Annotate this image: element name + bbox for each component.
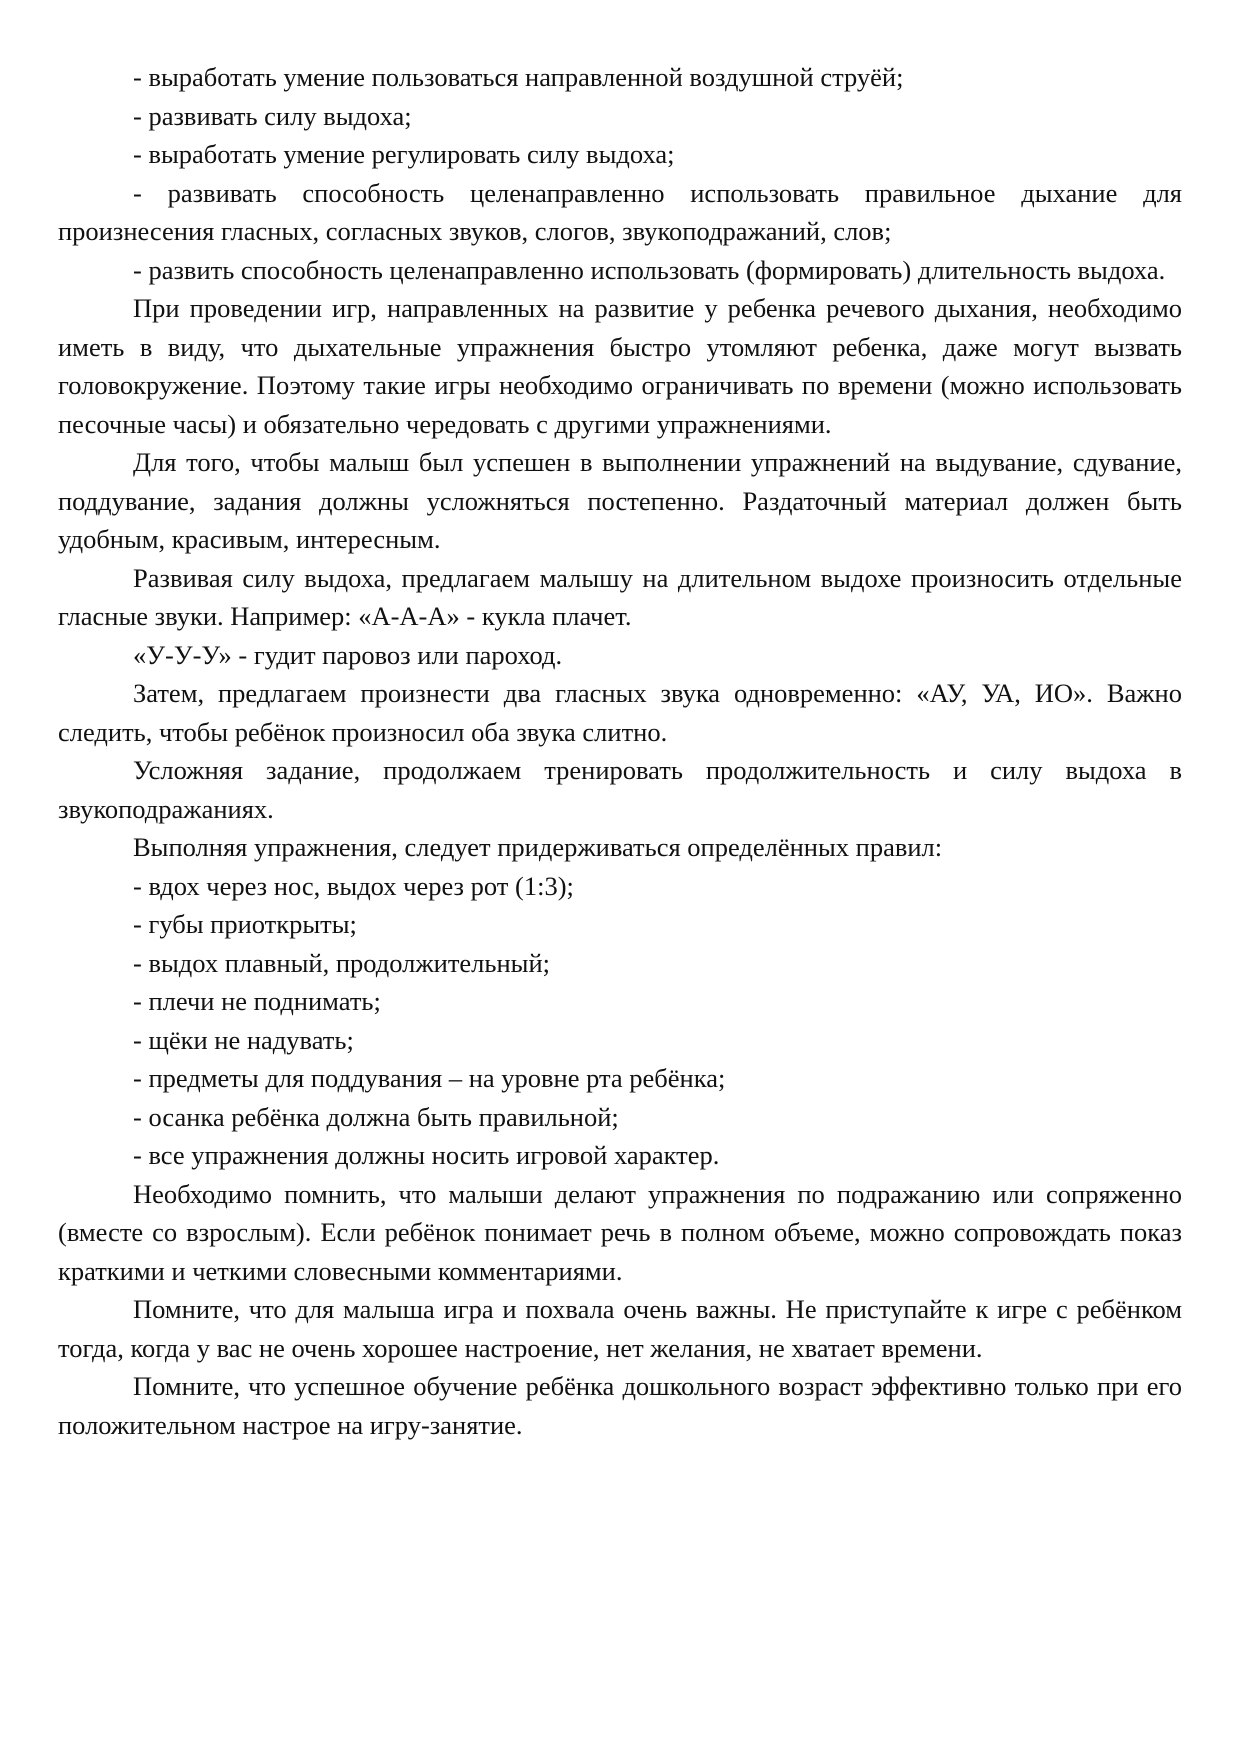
document-page xyxy=(58,58,1182,1444)
paragraph: - все упражнения должны носить игровой характер. xyxy=(133,1140,720,1170)
paragraph: - вдох через нос, выдох через рот (1:3); xyxy=(133,870,574,901)
paragraph: Для того, чтобы малыш был успешен в выполнении упражнений на выдувание, сдувание, поддувание, задания должны усложняться постепенно. Раздаточный материал должен быть удобным, красивым, интересным. xyxy=(58,447,1182,554)
paragraph: Помните, что успешное обучение ребёнка дошкольного возраст эффективно только при его положительном настрое на игру-занятие. xyxy=(58,1371,1182,1440)
paragraph: - губы приоткрыты; xyxy=(133,909,357,939)
paragraph: - развить способность целенаправленно использовать (формировать) длительность выдоха. xyxy=(133,254,1166,285)
paragraph: Усложняя задание, продолжаем тренировать продолжительность и силу выдоха в звукоподражаниях. xyxy=(58,755,1182,824)
paragraph: - выработать умение регулировать силу выдоха; xyxy=(133,139,675,169)
paragraph: - щёки не надувать; xyxy=(133,1024,354,1055)
paragraph: - осанка ребёнка должна быть правильной; xyxy=(133,1101,619,1132)
paragraph: - развивать способность целенаправленно использовать правильное дыхание для произнесения гласных, согласных звуков, слогов, звукоподражаний, слов; xyxy=(58,177,1182,246)
paragraph: - плечи не поднимать; xyxy=(133,986,381,1016)
paragraph: - выдох плавный, продолжительный; xyxy=(133,947,551,978)
paragraph: «У-У-У» - гудит паровоз или пароход. xyxy=(133,639,563,670)
paragraph: Помните, что для малыша игра и похвала очень важны. Не приступайте к игре с ребёнком тогда, когда у вас не очень хорошее настроение, нет желания, не хватает времени. xyxy=(58,1294,1182,1363)
paragraph: - развивать силу выдоха; xyxy=(133,100,412,131)
paragraph: Необходимо помнить, что малыши делают упражнения по подражанию или сопряженно (вместе со взрослым). Если ребёнок понимает речь в полном объеме, можно сопровождать показ краткими и четкими словесными комментариями. xyxy=(58,1178,1182,1286)
paragraph: При проведении игр, направленных на развитие у ребенка речевого дыхания, необходимо иметь в виду, что дыхательные упражнения быстро утомляют ребенка, даже могут вызвать головокружение. Поэтому такие игры необходимо ограничивать по времени (можно использовать песочные часы) и обязательно чередовать с другими упражнениями. xyxy=(58,293,1182,439)
paragraph: - выработать умение пользоваться направленной воздушной струёй; xyxy=(133,62,904,92)
paragraph: Затем, предлагаем произнести два гласных звука одновременно: «АУ, УА, ИО». Важно следить, чтобы ребёнок произносил оба звука слитно. xyxy=(58,678,1182,747)
paragraph: Развивая силу выдоха, предлагаем малышу на длительном выдохе произносить отдельные гласные звуки. Например: «А-А-А» - кукла плачет. xyxy=(58,562,1182,631)
paragraph: - предметы для поддувания – на уровне рта ребёнка; xyxy=(133,1063,726,1093)
paragraph: Выполняя упражнения, следует придерживаться определённых правил: xyxy=(133,832,943,862)
